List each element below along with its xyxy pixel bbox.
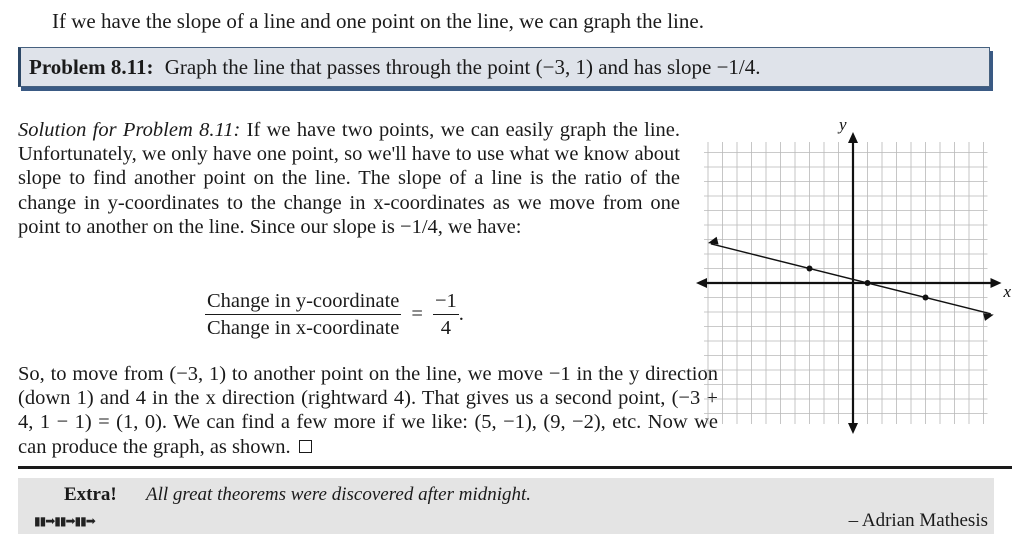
y-axis-label: y [839,115,847,134]
solution-paragraph-1 [18,118,680,239]
extra-quote: All great theorems were discovered after midnight. [146,484,532,505]
problem-text: Graph the line that passes through the point (−3, 1) and has slope −1/4. [164,55,761,79]
extra-attribution: – Adrian Mathesis [848,510,988,531]
ratio-fraction [205,290,401,339]
graph-point [923,295,929,301]
equals-sign: = [411,303,423,325]
y-axis-arrow-up-icon [848,132,858,143]
qed-box-icon [299,440,312,453]
graph-point [807,266,813,272]
problem-label: Problem 8.11: [29,55,154,79]
section-divider [18,466,1012,469]
x-axis-label: x [1003,282,1012,301]
line-arrow-left-icon [708,237,719,245]
x-axis-arrow-left-icon [696,278,707,288]
intro-text: If we have the slope of a line and one point on the line, we can graph the line. [52,9,704,33]
coordinate-graph [700,112,1010,442]
solution-text-1: If we have two points, we can easily graph the line. Unfortunately, we only have one point, so we'll have to use what we know about slope to find another point on the line. The slope of a line is the ratio of the change in y-coordinates to the change in x-coordinates as we move from one point to another on the line. Since our slope is −1/4, we have: [18,119,681,238]
ratio-denominator: Change in x-coordinate [207,317,400,339]
solution-paragraph-2 [18,362,718,459]
extra-box [18,478,994,534]
slope-fraction [433,290,459,339]
ratio-numerator: Change in y-coordinate [205,290,401,315]
solution-lead: Solution for Problem 8.11: [18,119,241,141]
graph-point [865,280,871,286]
extra-label: Extra! [64,484,117,505]
equation-period: . [458,303,464,325]
slope-equation [205,290,464,339]
solution-text-2: So, to move from (−3, 1) to another point on the line, we move −1 in the y direction (down 1) and 4 in the x direction (rightward 4). That gives us a second point, (−3 + 4, 1 − 1) = (1, 0). We can find a few more if we like: (5, −1), (9, −2), etc. Now we can produce the graph, as shown. [18,363,718,458]
problem-statement [29,55,761,79]
problem-box [18,47,990,87]
slope-denominator: 4 [440,317,452,339]
slope-numerator: −1 [433,290,459,315]
y-axis-arrow-down-icon [848,423,858,434]
x-axis-arrow-right-icon [991,278,1002,288]
extra-arrows-icon: ▮▮➡▮▮➡▮▮➡ [34,514,95,528]
line-arrow-right-icon [983,313,994,321]
